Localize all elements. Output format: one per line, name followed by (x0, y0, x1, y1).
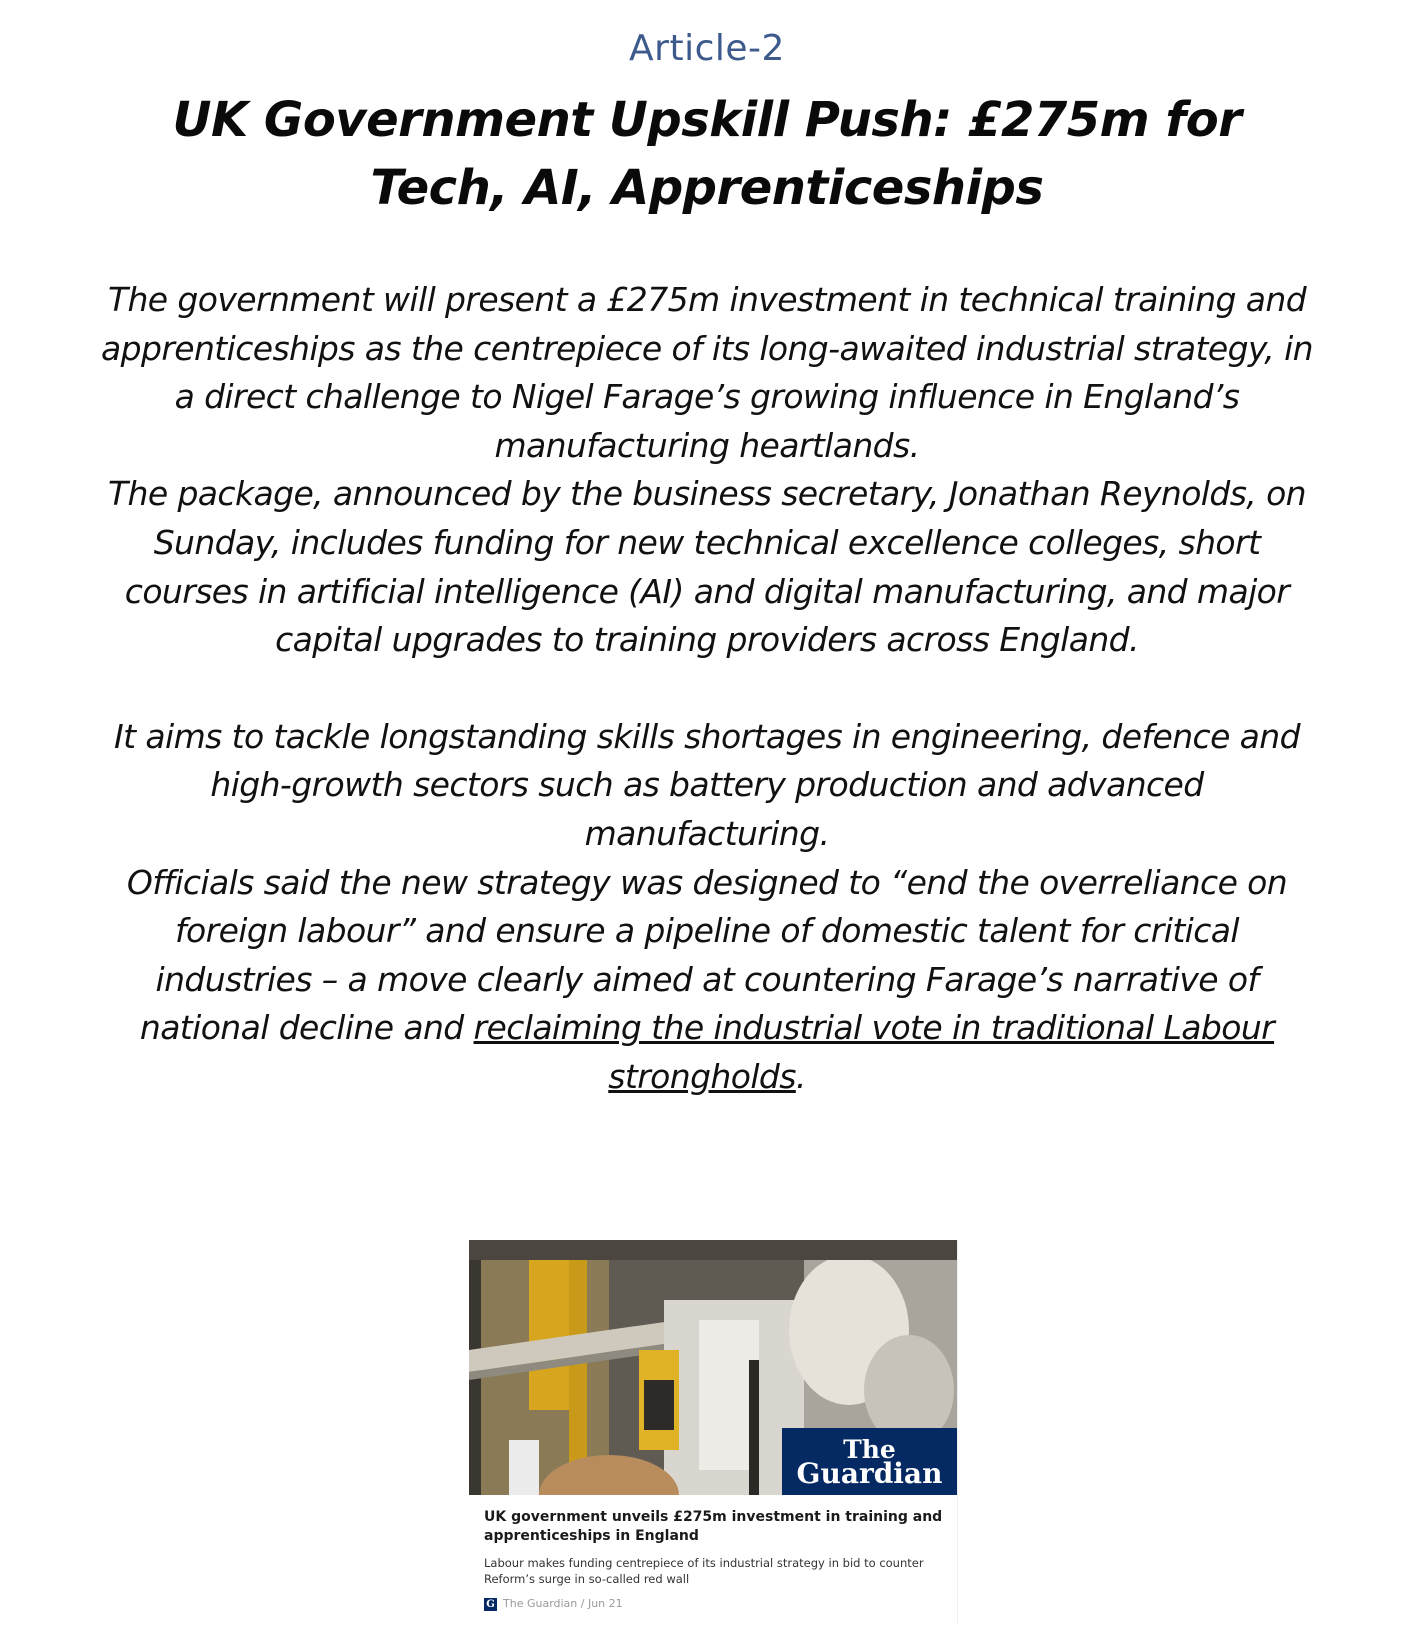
card-source (484, 1597, 623, 1611)
article-label: Article-2 (629, 28, 785, 69)
industrial-vote-link[interactable]: reclaiming the industrial vote in traditional Labour strongholds (473, 1008, 1275, 1096)
logo-line-1: The (843, 1435, 896, 1464)
logo-line-2: Guardian (796, 1457, 943, 1490)
card-source-text: The Guardian / Jun 21 (503, 1597, 623, 1610)
article-body (100, 276, 1314, 1102)
paragraph-4-end: . (795, 1056, 806, 1096)
link-preview-card[interactable] (469, 1240, 958, 1625)
paragraph-3: It aims to tackle longstanding skills shortages in engineering, defence and high-growth sectors such as battery production and advanced manufacturing. (114, 716, 1300, 853)
paragraph-1: The government will present a £275m investment in technical training and apprenticeships as the centrepiece of its long-awaited industrial strategy, in a direct challenge to Nigel Farage’s growing influence in England’s manufacturing heartlands. (101, 280, 1313, 465)
article-headline: UK Government Upskill Push: £275m for Tech, AI, Apprenticeships (172, 92, 1242, 216)
preview-image (469, 1240, 957, 1495)
paragraph-4-text: Officials said the new strategy was designed to “end the overreliance on foreign labour” and ensure a pipeline of domestic talent for critical industries – a move clearly aimed at countering Farage’s narrative of national decline and (126, 862, 1288, 1048)
guardian-favicon-icon: G (484, 1598, 497, 1611)
paragraph-4 (100, 859, 1314, 1102)
paragraph-2: The package, announced by the business secretary, Jonathan Reynolds, on Sunday, includes funding for new technical excellence colleges, short courses in artificial intelligence (AI) and digital manufacturing, and major capital upgrades to training providers across England. (107, 474, 1306, 660)
guardian-logo (782, 1428, 957, 1495)
card-title: UK government unveils £275m investment in training and apprenticeships in England (484, 1509, 943, 1544)
card-description: Labour makes funding centrepiece of its industrial strategy in bid to counter Reform’s surge in so-called red wall (484, 1556, 924, 1586)
